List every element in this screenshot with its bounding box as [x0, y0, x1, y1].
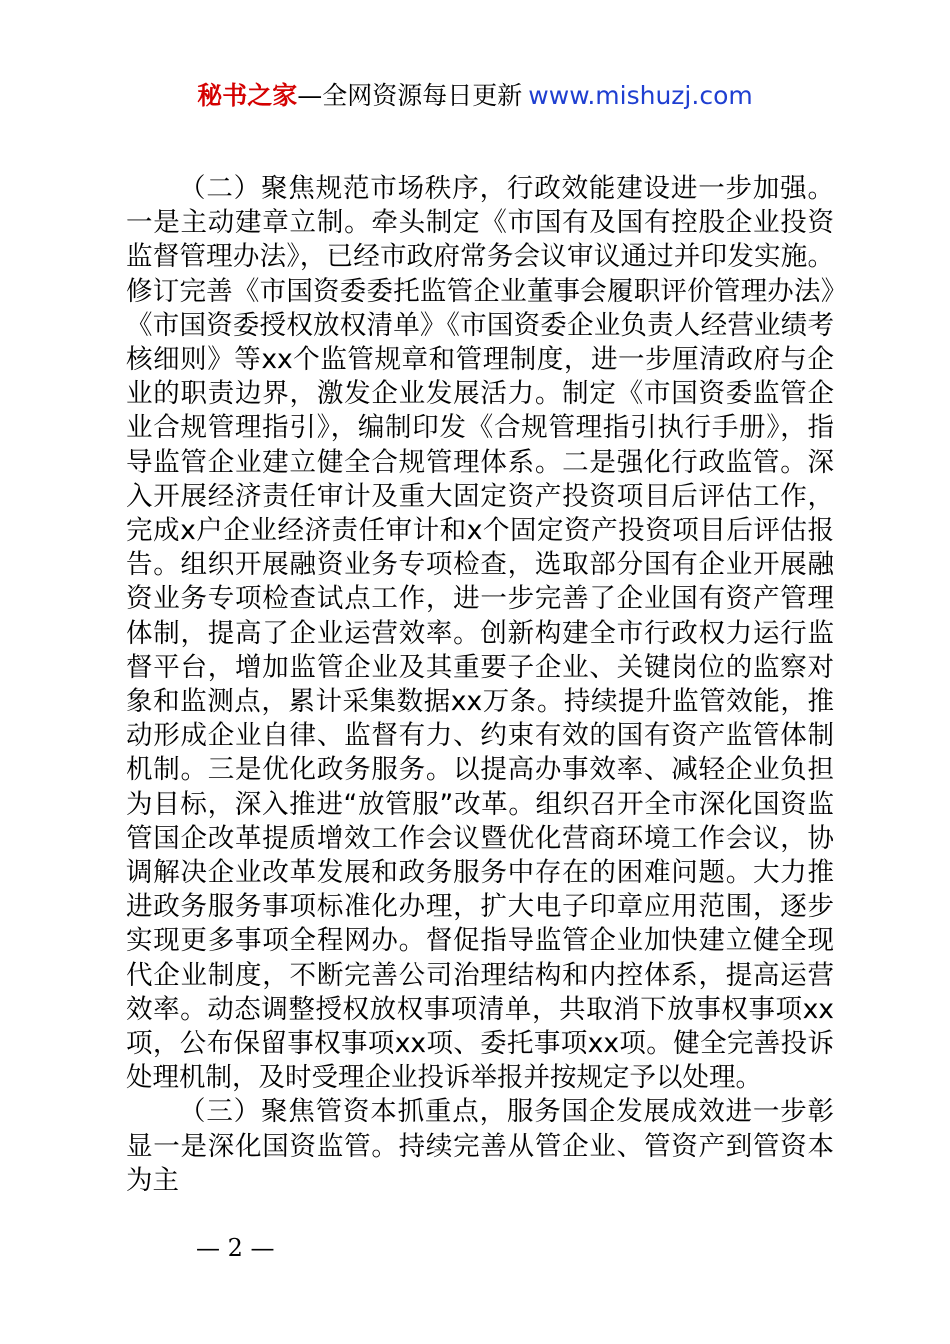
paragraph-section-3: （三）聚焦管资本抓重点，服务国企发展成效进一步彰显一是深化国资监管。持续完善从管企业、管资产到管资本为主 — [126, 1096, 834, 1196]
paragraph-section-2: （二）聚焦规范市场秩序，行政效能建设进一步加强。一是主动建章立制。牵头制定《市国有及国有控股企业投资监督管理办法》，已经市政府常务会议审议通过并印发实施。修订完善《市国资委委托监管企业董事会履职评价管理办法》《市国资委授权放权清单》《市国资委企业负责人经营业绩考核细则》等xx个监管规章和管理制度，进一步厘清政府与企业的职责边界，激发企业发展活力。制定《市国资委监管企业合规管理指引》，编制印发《合规管理指引执行手册》，指导监管企业建立健全合规管理体系。二是强化行政监管。深入开展经济责任审计及重大固定资产投资项目后评估工作，完成x户企业经济责任审计和x个固定资产投资项目后评估报告。组织开展融资业务专项检查，选取部分国有企业开展融资业务专项检查试点工作，进一步完善了企业国有资产管理体制，提高了企业运营效率。创新构建全市行政权力运行监督平台，增加监管企业及其重要子企业、关键岗位的监察对象和监测点，累计采集数据xx万条。持续提升监管效能，推动形成企业自律、监督有力、约束有效的国有资产监管体制机制。三是优化政务服务。以提高办事效率、减轻企业负担为目标，深入推进“放管服”改革。组织召开全市深化国资监管国企改革提质增效工作会议暨优化营商环境工作会议，协调解决企业改革发展和政务服务中存在的困难问题。大力推进政务服务事项标准化办理，扩大电子印章应用范围，逐步实现更多事项全程网办。督促指导监管企业加快建立健全现代企业制度，不断完善公司治理结构和内控体系，提高运营效率。动态调整授权放权事项清单，共取消下放事权事项xx项，公布保留事权事项xx项、委托事项xx项。健全完善投诉处理机制，及时受理企业投诉举报并按规定予以处理。 — [126, 173, 834, 1094]
site-brand: 秘书之家 — [197, 81, 298, 110]
page-number: — 2 — — [196, 1234, 275, 1262]
document-body — [126, 172, 834, 1196]
site-tagline: 全网资源每日更新 — [322, 81, 523, 110]
header-dash: — — [297, 81, 323, 110]
site-header — [0, 78, 950, 114]
site-url-link[interactable]: www.mishuzj.com — [528, 81, 753, 110]
